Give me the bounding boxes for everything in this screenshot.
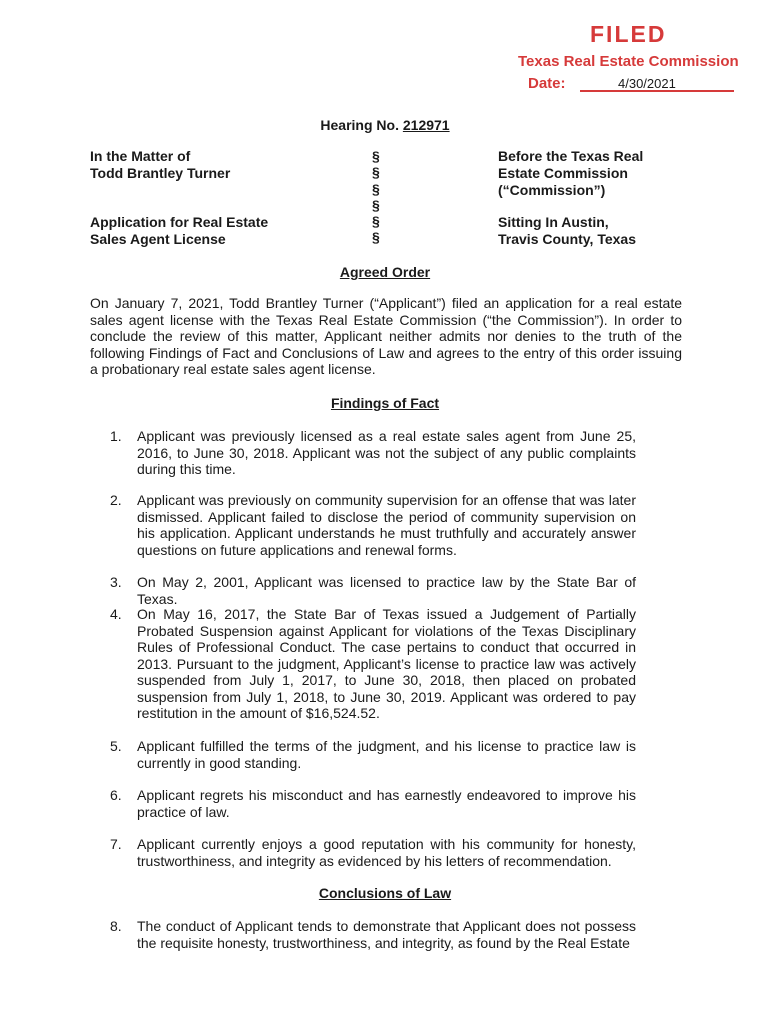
conclusions-heading: Conclusions of Law (318, 885, 452, 901)
caption-left-line-1: In the Matter of (90, 148, 191, 164)
finding-number: 4. (110, 606, 122, 622)
section-symbol: § (372, 180, 380, 197)
section-symbol: § (372, 196, 380, 213)
caption-matter (90, 148, 230, 182)
findings-heading: Findings of Fact (330, 395, 440, 411)
caption-right-line-3: (“Commission”) (498, 182, 606, 198)
caption-right-line-1: Before the Texas Real (498, 148, 644, 164)
finding-number: 1. (110, 428, 122, 444)
finding-text: Applicant fulfilled the terms of the judgment, and his license to practice law is currently in good standing. (137, 738, 636, 771)
finding-item (110, 787, 636, 820)
section-symbol: § (372, 148, 380, 164)
finding-number: 5. (110, 738, 122, 754)
stamp-agency-text: Texas Real Estate Commission (518, 53, 739, 70)
section-symbol: § (372, 164, 380, 181)
finding-number: 7. (110, 836, 122, 852)
caption-left-line-4: Sales Agent License (90, 231, 226, 247)
caption-before (498, 148, 643, 199)
finding-text: On May 16, 2017, the State Bar of Texas issued a Judgement of Partially Probated Suspension against Applicant for violations of the Texas Disciplinary Rules of Professional Conduct. The case pertains to conduct that occurred in 2013. Pursuant to the judgment, Applicant’s license to practice law was actively suspended from July 1, 2017, to June 30, 2018, then placed on probated suspension from July 1, 2018, to June 30, 2019. Applicant was ordered to pay restitution in the amount of $16,524.52. (137, 606, 636, 721)
finding-item (110, 738, 636, 771)
finding-number: 6. (110, 787, 122, 803)
conclusion-number: 8. (110, 918, 122, 934)
caption-right-line-4: Sitting In Austin, (498, 214, 609, 230)
caption-right-line-5: Travis County, Texas (498, 231, 636, 247)
order-title: Agreed Order (339, 264, 431, 280)
finding-item (110, 428, 636, 478)
caption-application (90, 214, 268, 248)
caption-sitting (498, 214, 636, 248)
conclusion-item (110, 918, 636, 951)
caption-left-line-3: Application for Real Estate (90, 214, 269, 230)
hearing-label: Hearing No. (320, 117, 399, 133)
section-symbol: § (372, 229, 380, 246)
finding-text: Applicant currently enjoys a good reputation with his community for honesty, trustworthiness, and integrity as evidenced by his letters of recommendation. (137, 836, 636, 869)
caption-left-line-2: Todd Brantley Turner (90, 165, 231, 181)
conclusion-text: The conduct of Applicant tends to demonstrate that Applicant does not possess the requisite honesty, trustworthiness, and integrity, as found by the Real Estate (137, 918, 636, 951)
intro-paragraph: On January 7, 2021, Todd Brantley Turner (“Applicant”) filed an application for a real estate sales agent license with the Texas Real Estate Commission (“the Commission”). In order to conclude the review of this matter, Applicant neither admits nor denies to the truth of the following Findings of Fact and Conclusions of Law and agrees to the entry of this order issuing a probationary real estate sales agent license. (90, 295, 682, 377)
finding-item (110, 492, 636, 558)
finding-item (110, 574, 636, 607)
stamp-filed-text: FILED (590, 21, 667, 47)
finding-text: Applicant was previously on community supervision for an offense that was later dismissed. Applicant failed to disclose the period of community supervision on his application. Applicant understands he must truthfully and accurately answer questions on future applications and renewal forms. (137, 492, 636, 558)
finding-number: 2. (110, 492, 122, 508)
stamp-date-label: Date: (528, 75, 566, 92)
finding-text: On May 2, 2001, Applicant was licensed to practice law by the State Bar of Texas. (137, 574, 636, 607)
finding-number: 3. (110, 574, 122, 590)
finding-item (110, 836, 636, 869)
stamp-date-value: 4/30/2021 (618, 76, 676, 91)
section-symbols (372, 148, 380, 246)
finding-text: Applicant regrets his misconduct and has earnestly endeavored to improve his practice of law. (137, 787, 636, 820)
stamp-date-row (528, 73, 758, 95)
finding-item (110, 606, 636, 722)
hearing-number: 212971 (402, 117, 450, 133)
section-symbol: § (372, 213, 380, 230)
caption-right-line-2: Estate Commission (498, 165, 628, 181)
filed-stamp (518, 20, 758, 95)
hearing-line (0, 117, 770, 133)
finding-text: Applicant was previously licensed as a real estate sales agent from June 25, 2016, to June 30, 2018. Applicant was not the subject of any public complaints during this time. (137, 428, 636, 477)
